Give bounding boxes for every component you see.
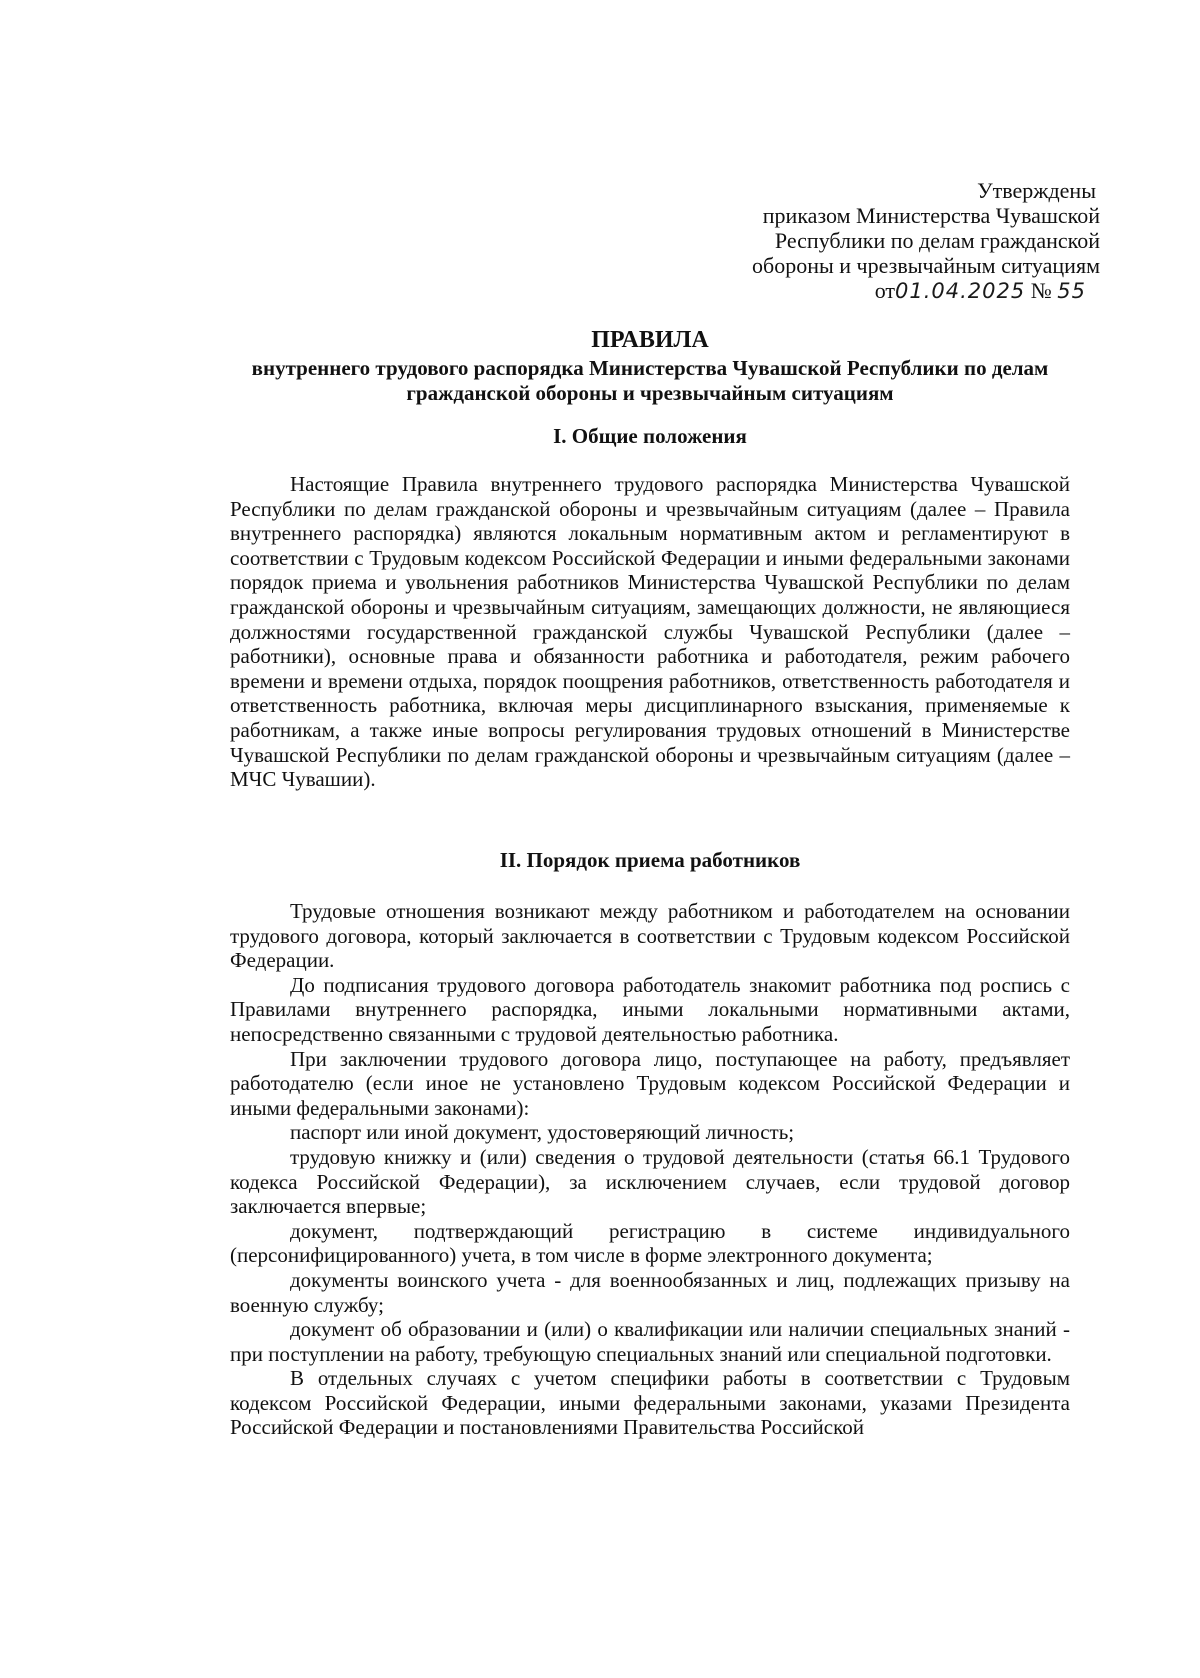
approval-stamp-block: [700, 178, 1100, 304]
approval-line-republic: Республики по делам гражданской: [774, 228, 1100, 253]
paragraph: До подписания трудового договора работодатель знакомит работника под роспись с Правилами внутреннего распорядка, иными локальными нормативными актами, непосредственно связанными с трудовой деятельностью работника.: [230, 972, 1070, 1046]
approval-number-handwritten: 55: [1057, 279, 1086, 303]
approval-date-line: [700, 278, 1100, 304]
document-title-block: [230, 326, 1070, 406]
approval-line-order: приказом Министерства Чувашской: [762, 203, 1100, 228]
section-1-body: [230, 472, 1070, 792]
approval-line-defense: обороны и чрезвычайным ситуациям: [752, 253, 1100, 278]
section-2-heading: II. Порядок приема работников: [499, 848, 801, 872]
document-subtitle: внутреннего трудового распорядка Министерства Чувашской Республики по делам гражданской обороны и чрезвычайным ситуациям: [251, 356, 1049, 405]
paragraph: Трудовые отношения возникают между работником и работодателем на основании трудового договора, который заключается в соответствии с Трудовым кодексом Российской Федерации.: [230, 899, 1070, 973]
list-item: документ, подтверждающий регистрацию в системе индивидуального (персонифицированного) учета, в том числе в форме электронного документа;: [230, 1218, 1070, 1268]
list-item: трудовую книжку и (или) сведения о трудовой деятельности (статья 66.1 Трудового кодекса Российской Федерации), за исключением случаев, если трудовой договор заключается впервые;: [230, 1144, 1070, 1219]
list-item: документы воинского учета - для военнообязанных и лиц, подлежащих призыву на военную службу;: [230, 1267, 1070, 1317]
section-2-body: [230, 899, 1070, 1440]
approval-date-handwritten: 01.04.2025: [895, 279, 1026, 303]
document-title: ПРАВИЛА: [591, 327, 709, 353]
paragraph: Настоящие Правила внутреннего трудового распорядка Министерства Чувашской Республики по делам гражданской обороны и чрезвычайным ситуациям (далее – Правила внутреннего распорядка) являются локальным нормативным актом и регламентируют в соответствии с Трудовым кодексом Российской Федерации и иными федеральными законами порядок приема и увольнения работников Министерства Чувашской Республики по делам гражданской обороны и чрезвычайным ситуациям, замещающих должности, не являющиеся должностями государственной гражданской службы Чувашской Республики (далее – работники), основные права и обязанности работника и работодателя, режим рабочего времени и времени отдыха, порядок поощрения работников, ответственность работодателя и ответственность работника, включая меры дисциплинарного взыскания, применяемые к работникам, а также иные вопросы регулирования трудовых отношений в Министерстве Чувашской Республики по делам гражданской обороны и чрезвычайным ситуациям (далее – МЧС Чувашии).: [230, 472, 1070, 792]
section-1-heading: I. Общие положения: [553, 424, 747, 448]
paragraph: В отдельных случаях с учетом специфики работы в соответствии с Трудовым кодексом Российской Федерации, иными федеральными законами, указами Президента Российской Федерации и постановлениями Правительства Российской: [230, 1366, 1070, 1440]
list-item: паспорт или иной документ, удостоверяющий личность;: [290, 1120, 795, 1145]
approval-number-prefix: №: [1030, 278, 1052, 303]
list-item: документ об образовании и (или) о квалификации или наличии специальных знаний - при поступлении на работу, требующую специальных знаний или специальной подготовки.: [230, 1317, 1070, 1366]
paragraph: При заключении трудового договора лицо, поступающее на работу, предъявляет работодателю (если иное не установлено Трудовым кодексом Российской Федерации и иными федеральными законами):: [230, 1046, 1070, 1120]
approval-date-prefix: от: [874, 278, 896, 303]
approval-line-approved: Утверждены: [977, 178, 1096, 203]
